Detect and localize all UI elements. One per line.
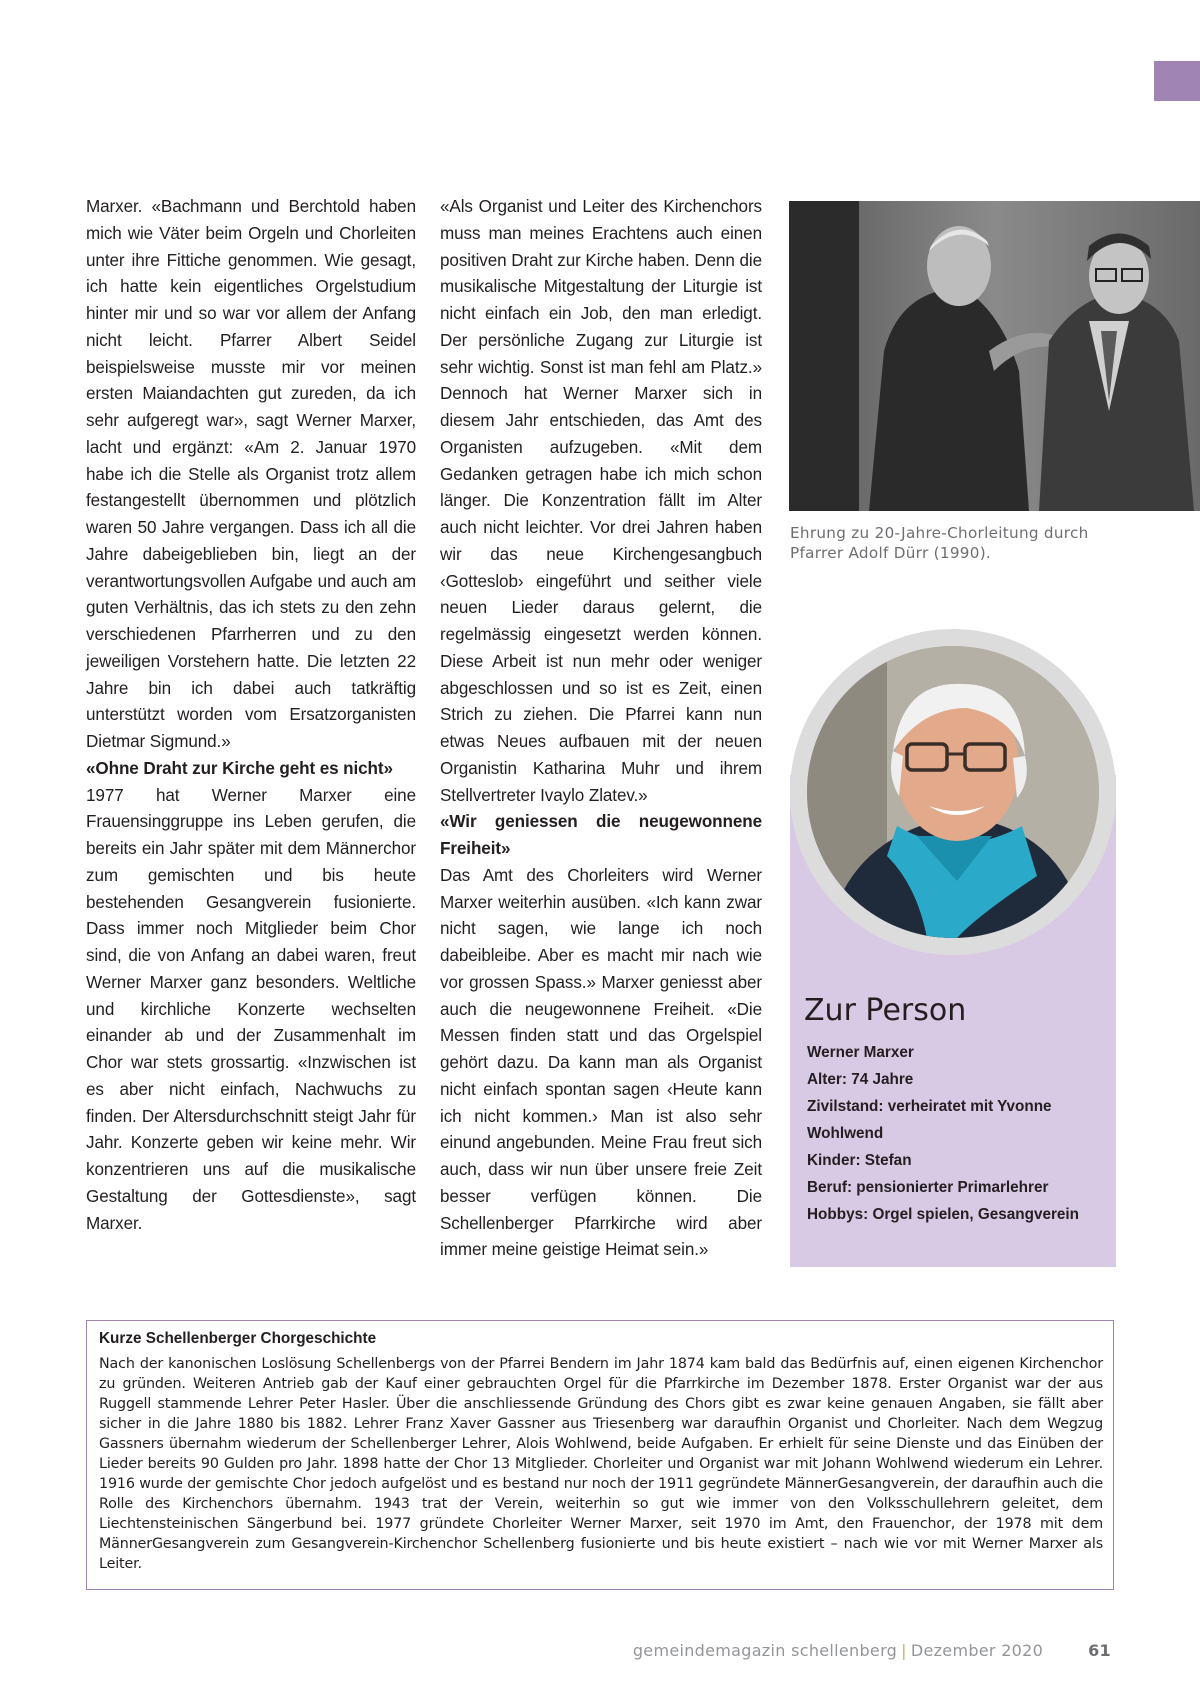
article-column-1 [86, 194, 416, 1237]
magazine-name: gemeindemagazin schellenberg [632, 1641, 898, 1660]
column1-subheading: «Ohne Draht zur Kirche geht es nicht» [86, 758, 393, 778]
zur-person-facts [807, 1039, 1107, 1228]
issue-date: Dezember 2020 [910, 1641, 1044, 1660]
fact-hobbies: Hobbys: Orgel spielen, Gesangverein [807, 1206, 1080, 1223]
footer-separator: | [901, 1641, 907, 1660]
column1-body-paragraph: 1977 hat Werner Marxer eine Frauensinggruppe ins Leben gerufen, die bereits ein Jahr später mit dem Männerchor zum gemischten und bis heute bestehenden Gesangverein fusionierte. Dass immer noch Mitglieder beim Chor sind, die von Anfang an dabei waren, freut Werner Marxer ganz besonders. Weltliche und kirchliche Konzerte wechselten einander ab und der Zusammenhalt im Chor war stets grossartig. «Inzwischen ist es aber nicht einfach, Nachwuchs zu finden. Der Altersdurchschnitt steigt Jahr für Jahr. Konzerte geben wir keine mehr. Wir konzentrieren uns auf die musikalische Gestaltung der Gottesdienste», sagt Marxer. [86, 785, 416, 1233]
portrait-photo [807, 646, 1099, 938]
fact-name: Werner Marxer [807, 1044, 914, 1061]
ceremony-photo [789, 201, 1200, 511]
column2-subheading: «Wir geniessen die neugewonnene Freiheit» [440, 812, 762, 858]
page-footer [633, 1641, 1111, 1660]
photo-caption: Ehrung zu 20-Jahre-Chorleitung durch Pfarrer Adolf Dürr (1990). [790, 524, 1089, 562]
column2-body-paragraph: Das Amt des Chorleiters wird Werner Marxer weiterhin ausüben. «Ich kann zwar nicht sagen, wie lange ich noch dabeibleibe. Aber es macht mir nach wie vor grossen Spass.» Marxer geniesst aber auch die neugewonnene Freiheit. «Die Messen finden statt und das Orgelspiel gehört dazu. Da kann man als Organist nicht einfach spontan sagen ‹Heute kann ich nicht kommen.› Man ist also sehr einund angebunden. Meine Frau freut sich auch, dass wir nun über unsere freie Zeit besser verfügen können. Die Schellenberger Pfarrkirche wird aber immer meine geistige Heimat sein.» [440, 865, 762, 1260]
portrait-illustration [807, 646, 1099, 938]
choir-history-title: Kurze Schellenberger Chorgeschichte [99, 1330, 377, 1347]
fact-profession: Beruf: pensionierter Primarlehrer [807, 1179, 1049, 1196]
fact-age: Alter: 74 Jahre [807, 1071, 914, 1088]
choir-history-box [86, 1320, 1114, 1590]
fact-children: Kinder: Stefan [807, 1152, 912, 1169]
article-column-2 [440, 194, 762, 1264]
ceremony-photo-illustration [789, 201, 1200, 511]
column1-intro-paragraph: Marxer. «Bachmann und Berchtold haben mich wie Väter beim Orgeln und Chorleiten unter ihre Fittiche genommen. Wie gesagt, ich hatte kein eigentliches Orgelstudium hinter mir und so war vor allem der Anfang nicht leicht. Pfarrer Albert Seidel beispielsweise musste mir vor meinen ersten Maiandachten gut zureden, da ich sehr aufgeregt war», sagt Werner Marxer, lacht und ergänzt: «Am 2. Januar 1970 habe ich die Stelle als Organist trotz allem festangestellt übernommen und plötzlich waren 50 Jahre vergangen. Dass ich all die Jahre dabeigeblieben bin, liegt an der verantwortungsvollen Aufgabe und auch am guten Verhältnis, das ich stets zu den zehn verschiedenen Pfarrherren und zu den jeweiligen Vorstehern hatte. Die letzten 22 Jahre bin ich dabei auch tatkräftig unterstützt worden vom Ersatzorganisten Dietmar Sigmund.» [86, 197, 416, 751]
fact-marital-status: Zivilstand: verheiratet mit Yvonne Wohlwend [807, 1098, 1052, 1142]
page-number: 61 [1088, 1641, 1111, 1660]
choir-history-text: Nach der kanonischen Loslösung Schellenbergs von der Pfarrei Bendern im Jahr 1874 kam bald das Bedürfnis auf, einen eigenen Kirchenchor zu gründen. Weiteren Antrieb gab der Kauf einer gebrauchten Orgel für die Pfarrkirche im Dezember 1878. Erster Organist war der aus Ruggell stammende Lehrer Peter Hasler. Über die anschliessende Gründung des Chors gibt es zwar keine genauen Angaben, sie fällt aber sicher in die Jahre 1880 bis 1882. Lehrer Franz Xaver Gassner aus Triesenberg war daraufhin Organist und Chorleiter. Nach dem Wegzug Gassners übernahm wiederum der Schellenberger Lehrer, Alois Wohlwend, beide Aufgaben. Er erhielt für seine Dienste und das Einüben der Lieder bereits 90 Gulden pro Jahr. 1898 hatte der Chor 13 Mitglieder. Chorleiter und Organist war mit Johann Wohlwend wiederum ein Lehrer. 1916 wurde der gemischte Chor jedoch aufgelöst und es bestand nur noch der 1911 gegründete MännerGesangverein, der daraufhin auch die Rolle des Kirchenchors übernahm. 1943 trat der Verein, weiterhin so gut wie immer von den Volksschullehrern geleitet, dem Liechtensteinischen Sängerbund bei. 1977 gründete Chorleiter Werner Marxer, seit 1970 im Amt, den Frauenchor, der 1978 mit dem MännerGesangverein zum Gesangverein-Kirchenchor Schellenberg fusionierte und bis heute existiert – nach wie vor mit Werner Marxer als Leiter. [99, 1356, 1103, 1572]
column2-intro-paragraph: «Als Organist und Leiter des Kirchenchors muss man meines Erachtens auch einen positiven Draht zur Kirche haben. Denn die musikalische Mitgestaltung der Liturgie ist nicht einfach ein Job, den man erledigt. Der persönliche Zugang zur Liturgie ist sehr wichtig. Sonst ist man fehl am Platz.» Dennoch hat Werner Marxer sich in diesem Jahr entschieden, das Amt des Organisten aufzugeben. «Mit dem Gedanken getragen habe ich mich schon länger. Die Konzentration fällt im Alter auch nicht leichter. Vor drei Jahren haben wir das neue Kirchengesangbuch ‹Gotteslob› eingeführt und seither viele neuen Lieder daraus gelernt, die regelmässig eingesetzt werden können. Diese Arbeit ist nun mehr oder weniger abgeschlossen und so ist es Zeit, einen Strich zu ziehen. Die Pfarrei kann nun etwas Neues aufbauen mit der neuen Organistin Katharina Muhr und ihrem Stellvertreter Ivaylo Zlatev.» [440, 197, 762, 805]
portrait-frame [790, 629, 1116, 955]
section-color-tab [1154, 61, 1200, 101]
zur-person-title: Zur Person [804, 993, 967, 1028]
